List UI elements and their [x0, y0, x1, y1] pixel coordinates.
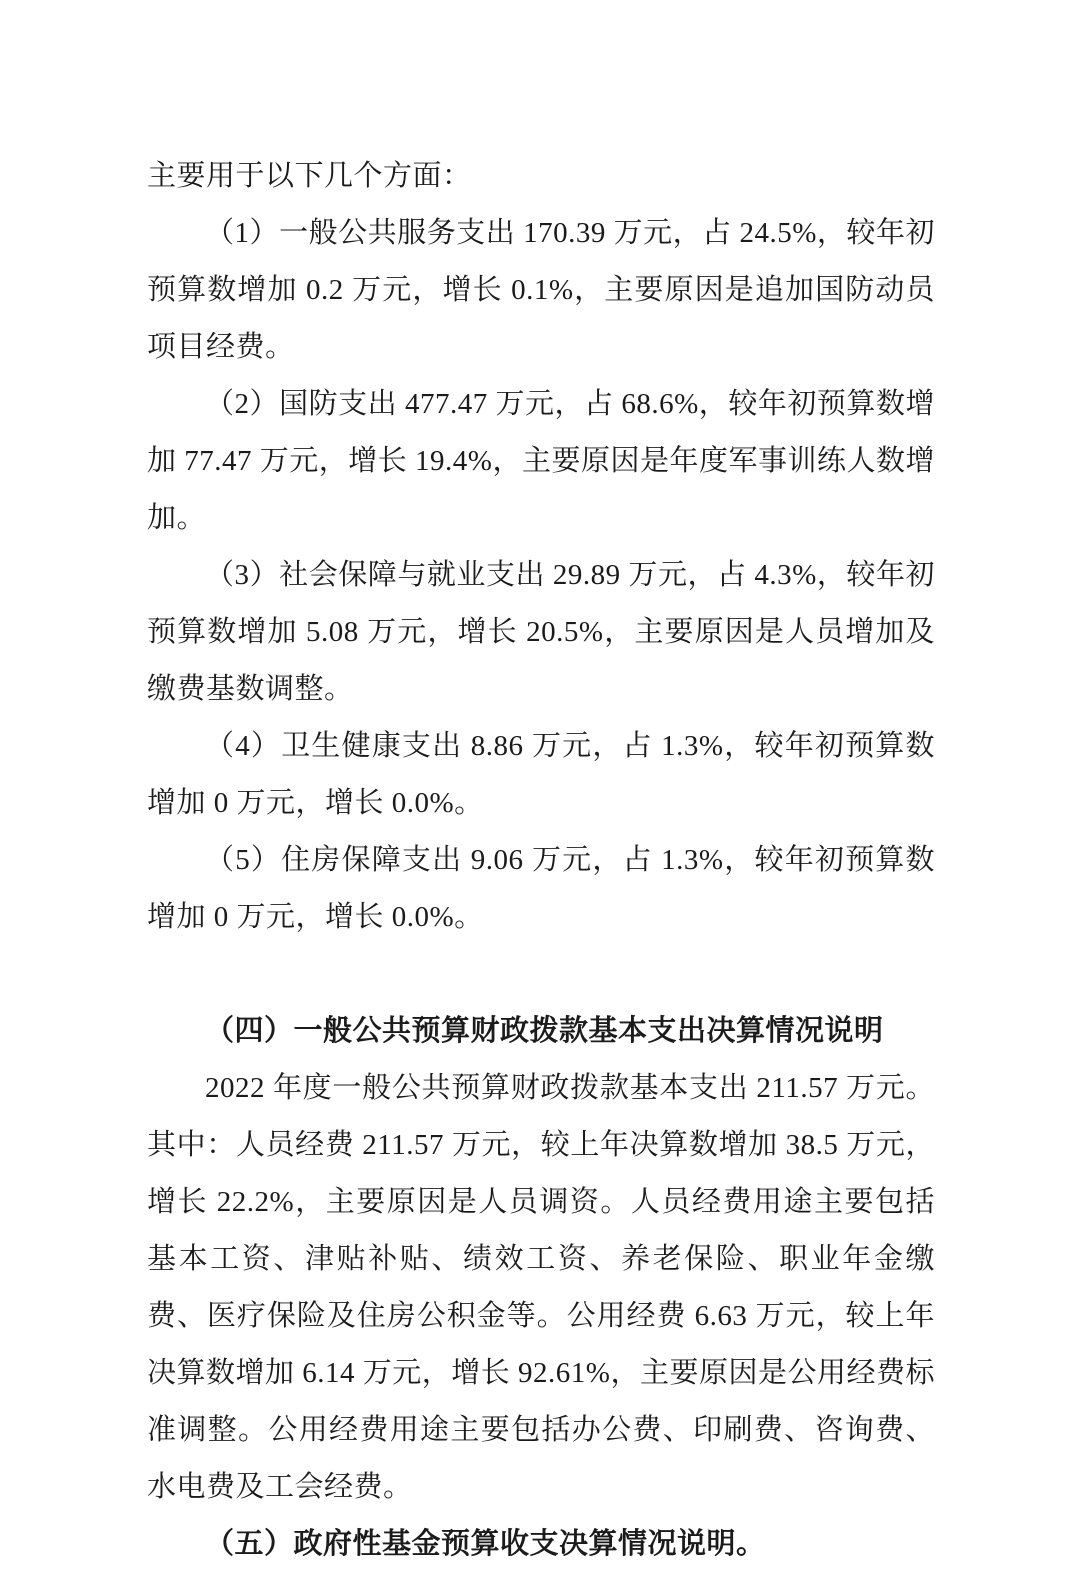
body-paragraph: （3）社会保障与就业支出 29.89 万元，占 4.3%，较年初预算数增加 5.08 万元，增长 20.5%，主要原因是人员增加及缴费基数调整。 — [147, 559, 935, 705]
document-body — [147, 148, 935, 1573]
body-paragraph: 主要用于以下几个方面： — [147, 160, 472, 192]
body-paragraph: （5）住房保障支出 9.06 万元，占 1.3%，较年初预算数增加 0 万元，增长 0.0%。 — [147, 844, 935, 933]
section-heading: （四）一般公共预算财政拨款基本支出决算情况说明 — [205, 1015, 884, 1047]
blank-line — [147, 946, 935, 1003]
section-heading: （五）政府性基金预算收支决算情况说明。 — [205, 1528, 766, 1560]
body-paragraph: （1）一般公共服务支出 170.39 万元，占 24.5%，较年初预算数增加 0.2 万元，增长 0.1%，主要原因是追加国防动员项目经费。 — [147, 217, 935, 363]
body-paragraph: （4）卫生健康支出 8.86 万元，占 1.3%，较年初预算数增加 0 万元，增长 0.0%。 — [147, 730, 935, 819]
body-paragraph: 2022 年度一般公共预算财政拨款基本支出 211.57 万元。其中：人员经费 211.57 万元，较上年决算数增加 38.5 万元，增长 22.2%，主要原因是人员调资。人员经费用途主要包括基本工资、津贴补贴、绩效工资、养老保险、职业年金缴费、医疗保险及住房公积金等。公用经费 6.63 万元，较上年决算数增加 6.14 万元，增长 92.61%，主要原因是公用经费标准调整。公用经费用途主要包括办公费、印刷费、咨询费、水电费及工会经费。 — [147, 1072, 935, 1503]
body-paragraph: （2）国防支出 477.47 万元，占 68.6%，较年初预算数增加 77.47 万元，增长 19.4%，主要原因是年度军事训练人数增加。 — [147, 388, 935, 534]
